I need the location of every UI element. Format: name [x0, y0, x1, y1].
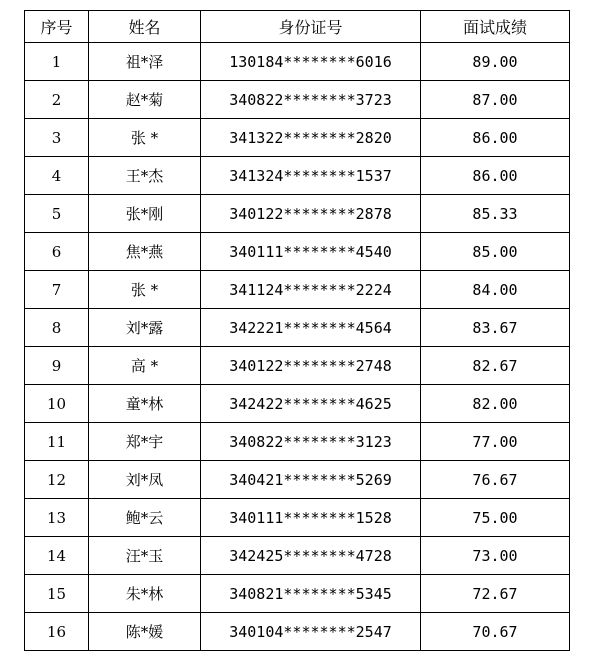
cell-seq: 16	[25, 613, 89, 651]
cell-score: 76.67	[421, 461, 570, 499]
cell-id: 340111********1528	[201, 499, 421, 537]
cell-score: 75.00	[421, 499, 570, 537]
table-row	[25, 195, 570, 233]
cell-name: 鲍*云	[89, 499, 201, 537]
header-seq: 序号	[25, 11, 89, 43]
cell-id: 341322********2820	[201, 119, 421, 157]
cell-name: 朱*林	[89, 575, 201, 613]
cell-score: 72.67	[421, 575, 570, 613]
cell-name: 王*杰	[89, 157, 201, 195]
cell-name: 祖*泽	[89, 43, 201, 81]
cell-id: 342422********4625	[201, 385, 421, 423]
cell-name: 焦*燕	[89, 233, 201, 271]
cell-seq: 12	[25, 461, 89, 499]
cell-seq: 5	[25, 195, 89, 233]
cell-seq: 14	[25, 537, 89, 575]
cell-score: 86.00	[421, 157, 570, 195]
cell-seq: 2	[25, 81, 89, 119]
cell-name: 赵*菊	[89, 81, 201, 119]
cell-seq: 9	[25, 347, 89, 385]
cell-score: 77.00	[421, 423, 570, 461]
score-table	[24, 10, 570, 651]
table-row	[25, 43, 570, 81]
header-name: 姓名	[89, 11, 201, 43]
cell-id: 341324********1537	[201, 157, 421, 195]
cell-score: 82.00	[421, 385, 570, 423]
table-row	[25, 575, 570, 613]
cell-score: 85.33	[421, 195, 570, 233]
cell-name: 汪*玉	[89, 537, 201, 575]
table-row	[25, 309, 570, 347]
cell-name: 刘*露	[89, 309, 201, 347]
cell-id: 342425********4728	[201, 537, 421, 575]
cell-id: 340104********2547	[201, 613, 421, 651]
header-score: 面试成绩	[421, 11, 570, 43]
cell-id: 340822********3123	[201, 423, 421, 461]
cell-seq: 6	[25, 233, 89, 271]
cell-score: 73.00	[421, 537, 570, 575]
cell-name: 张*刚	[89, 195, 201, 233]
cell-score: 89.00	[421, 43, 570, 81]
table-row	[25, 423, 570, 461]
table-row	[25, 233, 570, 271]
cell-name: 童*林	[89, 385, 201, 423]
table-body	[25, 43, 570, 651]
cell-seq: 10	[25, 385, 89, 423]
cell-score: 86.00	[421, 119, 570, 157]
cell-seq: 8	[25, 309, 89, 347]
cell-score: 82.67	[421, 347, 570, 385]
table-row	[25, 347, 570, 385]
cell-score: 83.67	[421, 309, 570, 347]
cell-name: 高 *	[89, 347, 201, 385]
cell-id: 342221********4564	[201, 309, 421, 347]
cell-id: 340821********5345	[201, 575, 421, 613]
cell-name: 陈*媛	[89, 613, 201, 651]
cell-seq: 15	[25, 575, 89, 613]
cell-seq: 13	[25, 499, 89, 537]
cell-name: 刘*凤	[89, 461, 201, 499]
cell-id: 340111********4540	[201, 233, 421, 271]
cell-id: 340421********5269	[201, 461, 421, 499]
cell-score: 70.67	[421, 613, 570, 651]
header-row	[25, 11, 570, 43]
cell-seq: 7	[25, 271, 89, 309]
table-row	[25, 271, 570, 309]
cell-seq: 3	[25, 119, 89, 157]
cell-seq: 11	[25, 423, 89, 461]
header-id: 身份证号	[201, 11, 421, 43]
table-row	[25, 461, 570, 499]
cell-name: 张 *	[89, 119, 201, 157]
cell-id: 341124********2224	[201, 271, 421, 309]
cell-name: 张 *	[89, 271, 201, 309]
cell-seq: 1	[25, 43, 89, 81]
cell-score: 85.00	[421, 233, 570, 271]
table-header	[25, 11, 570, 43]
cell-id: 340122********2878	[201, 195, 421, 233]
cell-name: 郑*宇	[89, 423, 201, 461]
table-row	[25, 613, 570, 651]
table-row	[25, 385, 570, 423]
cell-score: 84.00	[421, 271, 570, 309]
cell-id: 340822********3723	[201, 81, 421, 119]
cell-seq: 4	[25, 157, 89, 195]
table-row	[25, 499, 570, 537]
table-row	[25, 157, 570, 195]
cell-id: 340122********2748	[201, 347, 421, 385]
table-row	[25, 119, 570, 157]
cell-id: 130184********6016	[201, 43, 421, 81]
table-row	[25, 537, 570, 575]
table-row	[25, 81, 570, 119]
cell-score: 87.00	[421, 81, 570, 119]
